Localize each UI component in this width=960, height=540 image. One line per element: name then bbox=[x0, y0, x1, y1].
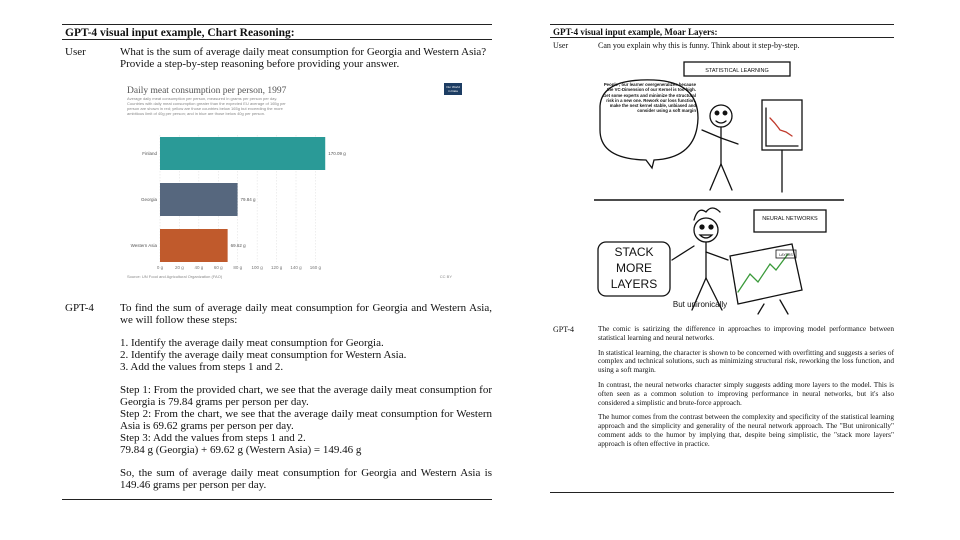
gpt4-answer bbox=[598, 325, 894, 449]
x-tick-label: 20 g bbox=[175, 265, 184, 270]
step-item: 2. Identify the average daily meat consumption for Western Asia. bbox=[120, 349, 407, 361]
x-tick-label: 140 g bbox=[290, 265, 302, 270]
panel-title: GPT-4 visual input example, Moar Layers: bbox=[550, 24, 894, 38]
chart-reasoning-panel bbox=[62, 24, 492, 502]
chart-x-ticks bbox=[157, 265, 322, 270]
gpt4-answer bbox=[120, 302, 492, 491]
category-label: Finland bbox=[142, 151, 157, 156]
chart-subtitle bbox=[127, 96, 286, 116]
x-tick-label: 80 g bbox=[233, 265, 243, 270]
panel-title: GPT-4 visual input example, Chart Reasoning: bbox=[62, 24, 492, 40]
user-prompt bbox=[120, 46, 492, 70]
layers-tag: LAYERS bbox=[779, 253, 793, 257]
step-item: 3. Add the values from steps 1 and 2. bbox=[120, 361, 284, 373]
x-tick-label: 160 g bbox=[309, 265, 322, 270]
nn-label-text: NEURAL NETWORKS bbox=[762, 216, 818, 222]
statistical-learning-label: STATISTICAL LEARNING bbox=[705, 68, 769, 74]
category-label: Western Asia bbox=[130, 243, 157, 248]
answer-intro: To find the sum of average daily meat consumption for Georgia and Western Asia, we will follow these steps: bbox=[120, 302, 492, 326]
value-label: 170.09 g bbox=[328, 151, 346, 156]
step-detail: Step 1: From the provided chart, we see that the average daily meat consumption for Georgia is 79.84 grams per person per day. bbox=[120, 384, 492, 408]
stack-more-layers-comic bbox=[594, 60, 844, 315]
category-label: Georgia bbox=[140, 197, 157, 202]
value-label: 79.84 g bbox=[240, 197, 256, 202]
stack-line-2: MORE bbox=[616, 261, 652, 275]
value-label: 69.62 g bbox=[230, 243, 246, 248]
user-prompt-line-1: What is the sum of average daily meat consumption for Georgia and Western Asia? bbox=[120, 46, 487, 58]
svg-text:in Data: in Data bbox=[448, 89, 458, 93]
moar-layers-panel bbox=[550, 24, 894, 494]
bar-western-asia bbox=[160, 229, 228, 262]
panel-bottom-rule bbox=[550, 492, 894, 493]
x-tick-label: 100 g bbox=[251, 265, 263, 270]
speech-bubble-text: People , our learner overgeneralizes because the VC-Dimension of our Kernel is too high. Get some experts and minimize the structural risk in a new one. Rework our loss function, make the next kernel stable, unbiased and consider using a soft margin bbox=[602, 82, 696, 114]
loss-chart-board bbox=[762, 100, 802, 192]
chart-source: Source: UN Food and Agricultural Organization (FAO) bbox=[127, 274, 223, 279]
panel-bottom-rule bbox=[62, 499, 492, 500]
bar-finland bbox=[160, 137, 325, 170]
step-detail: Step 3: Add the values from steps 1 and 2. bbox=[120, 432, 306, 444]
answer-paragraph: The comic is satirizing the difference in approaches to improving model performance between statistical learning and neural networks. bbox=[598, 324, 894, 342]
statistical-learner-figure bbox=[702, 105, 738, 190]
x-tick-label: 40 g bbox=[194, 265, 204, 270]
owid-logo bbox=[444, 83, 462, 95]
svg-text:Countries with daily meat cons: Countries with daily meat consumption greater than the expected EU average of 165g per bbox=[127, 101, 286, 106]
svg-text:ambitious limit of 40g per per: ambitious limit of 40g per person; and in blue are those below 40g per person. bbox=[127, 111, 266, 116]
neural-network-figure bbox=[672, 208, 728, 310]
svg-text:Our World: Our World bbox=[446, 85, 460, 89]
x-tick-label: 60 g bbox=[213, 265, 223, 270]
step-item: 1. Identify the average daily meat consumption for Georgia. bbox=[120, 337, 384, 349]
step-details bbox=[120, 384, 492, 456]
user-label: User bbox=[65, 46, 86, 58]
step-list bbox=[120, 337, 492, 373]
chart-bars bbox=[131, 137, 347, 262]
answer-paragraph: In statistical learning, the character is shown to be concerned with overfitting and suggests a series of complex and technical solutions, such as minimizing structural risk, reworking the loss function, and using a soft margin. bbox=[598, 347, 894, 375]
svg-text:Average daily meat consumption: Average daily meat consumption per person, measured in grams per person per day. bbox=[127, 96, 278, 101]
chart-license: CC BY bbox=[439, 274, 452, 279]
gpt4-label: GPT-4 bbox=[65, 302, 94, 314]
step-detail: 79.84 g (Georgia) + 69.62 g (Western Asia) = 149.46 g bbox=[120, 444, 362, 456]
bar-georgia bbox=[160, 183, 238, 216]
answer-conclusion: So, the sum of average daily meat consumption for Georgia and Western Asia is 149.46 grams per person per day. bbox=[120, 467, 492, 491]
neural-networks-label bbox=[762, 216, 818, 222]
user-prompt-line-2: Provide a step-by-step reasoning before providing your answer. bbox=[120, 58, 400, 70]
meat-consumption-chart bbox=[122, 80, 462, 290]
svg-text:person are shown in red; yello: person are shown in red; yellow are those countries below 165g but exceeding the more bbox=[127, 106, 283, 111]
stack-line-1: STACK bbox=[614, 245, 654, 259]
answer-paragraph: In contrast, the neural networks character simply suggests adding more layers to the model. This is often seen as a common solution to improving performance in neural networks, but it's also considered a simplistic and brute-force approach. bbox=[598, 379, 894, 407]
stack-line-3: LAYERS bbox=[610, 277, 658, 291]
step-detail: Step 2: From the chart, we see that the average daily meat consumption for Western Asia is 69.62 grams per person per day. bbox=[120, 408, 492, 432]
user-label: User bbox=[553, 41, 569, 50]
x-tick-label: 0 g bbox=[156, 265, 164, 270]
chart-title: Daily meat consumption per person, 1997 bbox=[127, 86, 287, 96]
answer-paragraph: The humor comes from the contrast between the complexity and specificity of the statistical learning approach and the simplicity and generality of the neural network approach. The "But unironically" comment adds to the humor by implying that, despite being simplistic, the "stack more layers" approach is often effective in practice. bbox=[598, 412, 894, 448]
gpt4-label: GPT-4 bbox=[553, 325, 575, 334]
x-tick-label: 120 g bbox=[270, 265, 283, 270]
comic-caption: But unironically bbox=[672, 300, 728, 309]
user-prompt: Can you explain why this is funny. Think about it step-by-step. bbox=[598, 41, 800, 50]
